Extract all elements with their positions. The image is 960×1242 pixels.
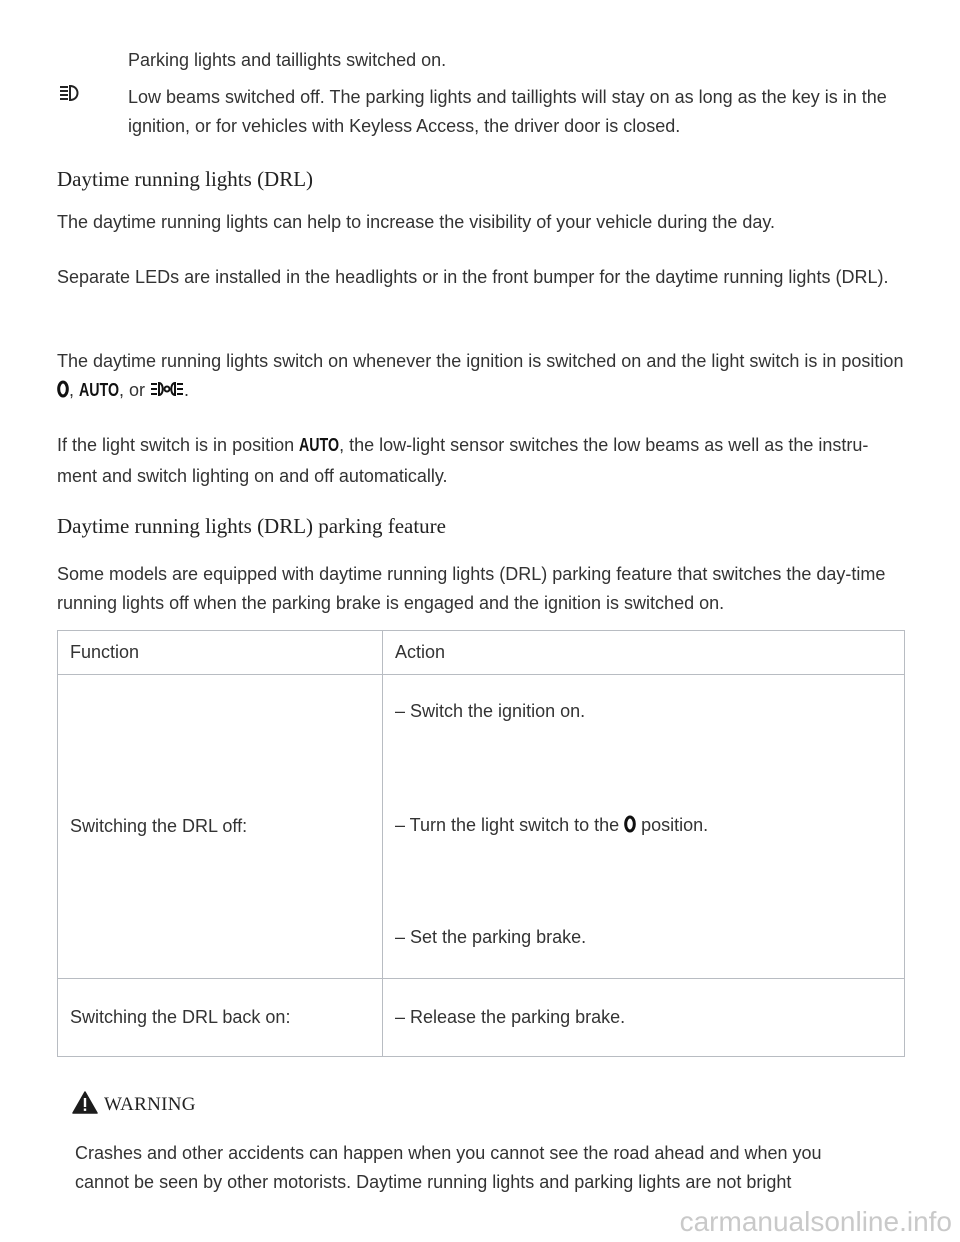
position-zero-symbol — [57, 378, 69, 407]
parking-lights-icon — [150, 378, 184, 407]
drl-paragraph-2: Separate LEDs are installed in the headlights or in the front bumper for the daytime running lights (DRL). — [57, 267, 889, 287]
section-heading-drl: Daytime running lights (DRL) — [57, 167, 314, 191]
low-beams-off-text: Low beams switched off. The parking lights and taillights will stay on as long as the key is in the ignition, or for vehicles with Keyless Access, the driver door is closed. — [128, 87, 887, 136]
action-step-2: – Turn the light switch to the position. — [395, 815, 708, 838]
drl-parking-paragraph: Some models are equipped with daytime running lights (DRL) parking feature that switches the day-time running lights off when the parking brake is engaged and the ignition is switched on. — [57, 564, 886, 613]
table-cell-action: – Release the parking brake. — [383, 979, 905, 1057]
table-cell-function: Switching the DRL back on: — [58, 979, 383, 1057]
svg-text:AUTO: AUTO — [79, 380, 120, 398]
table-header-row — [58, 631, 905, 675]
table-header-action: Action — [383, 631, 905, 675]
warning-header — [72, 1091, 196, 1119]
svg-text:AUTO: AUTO — [299, 435, 340, 453]
table-cell-function: Switching the DRL off: — [58, 675, 383, 979]
table-cell-action — [383, 675, 905, 979]
parking-lights-text: Parking lights and taillights switched on. — [128, 50, 447, 70]
table-row — [58, 979, 905, 1057]
drl-function-table — [57, 630, 905, 1057]
table-row — [58, 675, 905, 979]
auto-symbol — [299, 433, 339, 462]
warning-text: Crashes and other accidents can happen when you cannot see the road ahead and when you cannot be seen by other motorists. Daytime running lights and parking lights are not bright — [75, 1143, 822, 1192]
drl-paragraph-3: The daytime running lights switch on whenever the ignition is switched on and the light switch is in position , AUTO , or . — [57, 347, 907, 407]
warning-title: WARNING — [104, 1094, 196, 1115]
position-zero-symbol — [624, 815, 636, 838]
watermark: carmanualsonline.info — [679, 1206, 952, 1237]
table-header-function: Function — [58, 631, 383, 675]
warning-triangle-icon — [72, 1091, 98, 1119]
action-step-1: – Switch the ignition on. — [395, 701, 586, 721]
low-beam-off-icon — [58, 84, 82, 107]
section-heading-drl-parking: Daytime running lights (DRL) parking feature — [57, 514, 446, 538]
drl-paragraph-1: The daytime running lights can help to increase the visibility of your vehicle during the day. — [57, 212, 776, 232]
action-step-3: – Set the parking brake. — [395, 927, 587, 947]
auto-symbol — [79, 378, 119, 407]
drl-paragraph-4: If the light switch is in position AUTO , the low-light sensor switches the low beams as well as the instru-ment and switch lighting on and off automatically. — [57, 435, 869, 486]
